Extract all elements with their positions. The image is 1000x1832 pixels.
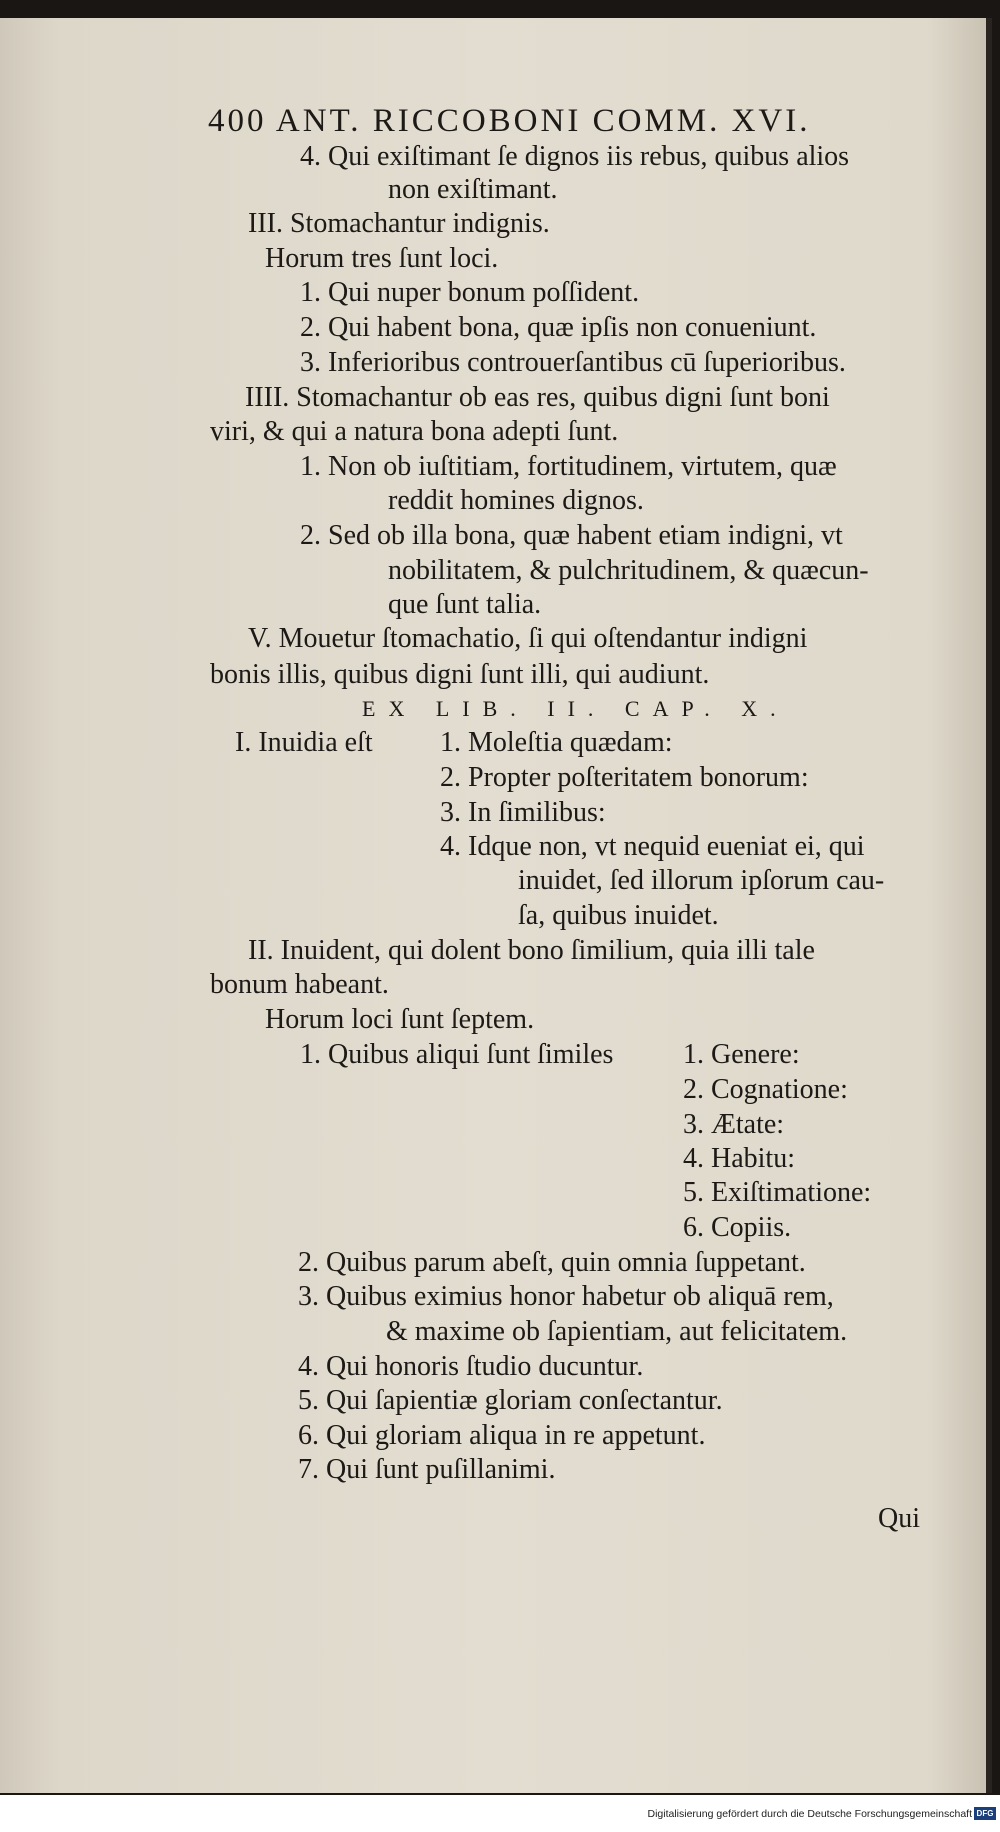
text-line: I. Inuidia eſt — [235, 727, 373, 758]
text-line: nobilitatem, & pulchritudinem, & quæcun- — [388, 555, 869, 586]
text-line: V. Mouetur ſtomachatio, ſi qui oſtendantur indigni — [248, 623, 808, 654]
text-line: Horum tres ſunt loci. — [265, 243, 499, 274]
text-line: & maxime ob ſapientiam, aut felicitatem. — [386, 1316, 848, 1347]
text-line: 2. Sed ob illa bona, quæ habent etiam indigni, vt — [300, 520, 843, 551]
catchword: Qui — [878, 1503, 920, 1534]
text-line: 4. Qui honoris ſtudio ducuntur. — [298, 1351, 644, 1382]
footer-credit: Digitalisierung gefördert durch die Deutsche Forschungsgemeinschaft — [647, 1808, 972, 1820]
text-line: 2. Qui habent bona, quæ ipſis non conueniunt. — [300, 312, 817, 343]
text-line: 5. Exiſtimatione: — [683, 1177, 872, 1208]
text-line: 3. Ætate: — [683, 1109, 785, 1140]
text-line: 2. Quibus parum abeſt, quin omnia ſuppetant. — [298, 1247, 806, 1278]
book-page — [0, 18, 992, 1793]
text-line: bonis illis, quibus digni ſunt illi, qui audiunt. — [210, 659, 710, 690]
text-line: reddit homines dignos. — [388, 485, 644, 516]
text-line: 6. Copiis. — [683, 1212, 792, 1243]
text-line: 3. In ſimilibus: — [440, 797, 606, 828]
text-line: 1. Moleſtia quædam: — [440, 727, 673, 758]
text-line: 3. Quibus eximius honor habetur ob aliquā rem, — [298, 1281, 834, 1312]
dfg-logo: DFG — [974, 1807, 996, 1820]
text-line: 4. Habitu: — [683, 1143, 795, 1174]
text-line: 1. Non ob iuſtitiam, fortitudinem, virtutem, quæ — [300, 451, 837, 482]
text-line: inuidet, ſed illorum ipſorum cau- — [518, 865, 885, 896]
text-line: II. Inuident, qui dolent bono ſimilium, quia illi tale — [248, 935, 815, 966]
text-line: 1. Genere: — [683, 1039, 800, 1070]
text-line: IIII. Stomachantur ob eas res, quibus digni ſunt boni — [245, 382, 830, 413]
running-header: 400 ANT. RICCOBONI COMM. XVI. — [208, 103, 811, 139]
text-line: ſa, quibus inuidet. — [518, 900, 719, 931]
text-line: 2. Cognatione: — [683, 1074, 848, 1105]
text-line: 1. Qui nuper bonum poſſident. — [300, 277, 640, 308]
text-line: 4. Qui exiſtimant ſe dignos iis rebus, quibus alios — [300, 141, 850, 172]
text-line: viri, & qui a natura bona adepti ſunt. — [210, 416, 619, 447]
text-line: 3. Inferioribus controuerſantibus cū ſuperioribus. — [300, 347, 846, 378]
text-line: Horum loci ſunt ſeptem. — [265, 1004, 535, 1035]
text-line: 1. Quibus aliqui ſunt ſimiles — [300, 1039, 614, 1070]
text-line: que ſunt talia. — [388, 589, 542, 620]
text-line: 6. Qui gloriam aliqua in re appetunt. — [298, 1420, 706, 1451]
text-line: III. Stomachantur indignis. — [248, 208, 550, 239]
text-line: non exiſtimant. — [388, 174, 558, 205]
text-line: 7. Qui ſunt puſillanimi. — [298, 1454, 556, 1485]
text-line: 4. Idque non, vt nequid eueniat ei, qui — [440, 831, 865, 862]
text-line: bonum habeant. — [210, 969, 389, 1000]
text-line: 5. Qui ſapientiæ gloriam conſectantur. — [298, 1385, 723, 1416]
chapter-heading: EX LIB. II. CAP. X. — [362, 696, 789, 721]
text-line: 2. Propter poſteritatem bonorum: — [440, 762, 809, 793]
digitization-footer — [0, 1795, 1000, 1832]
